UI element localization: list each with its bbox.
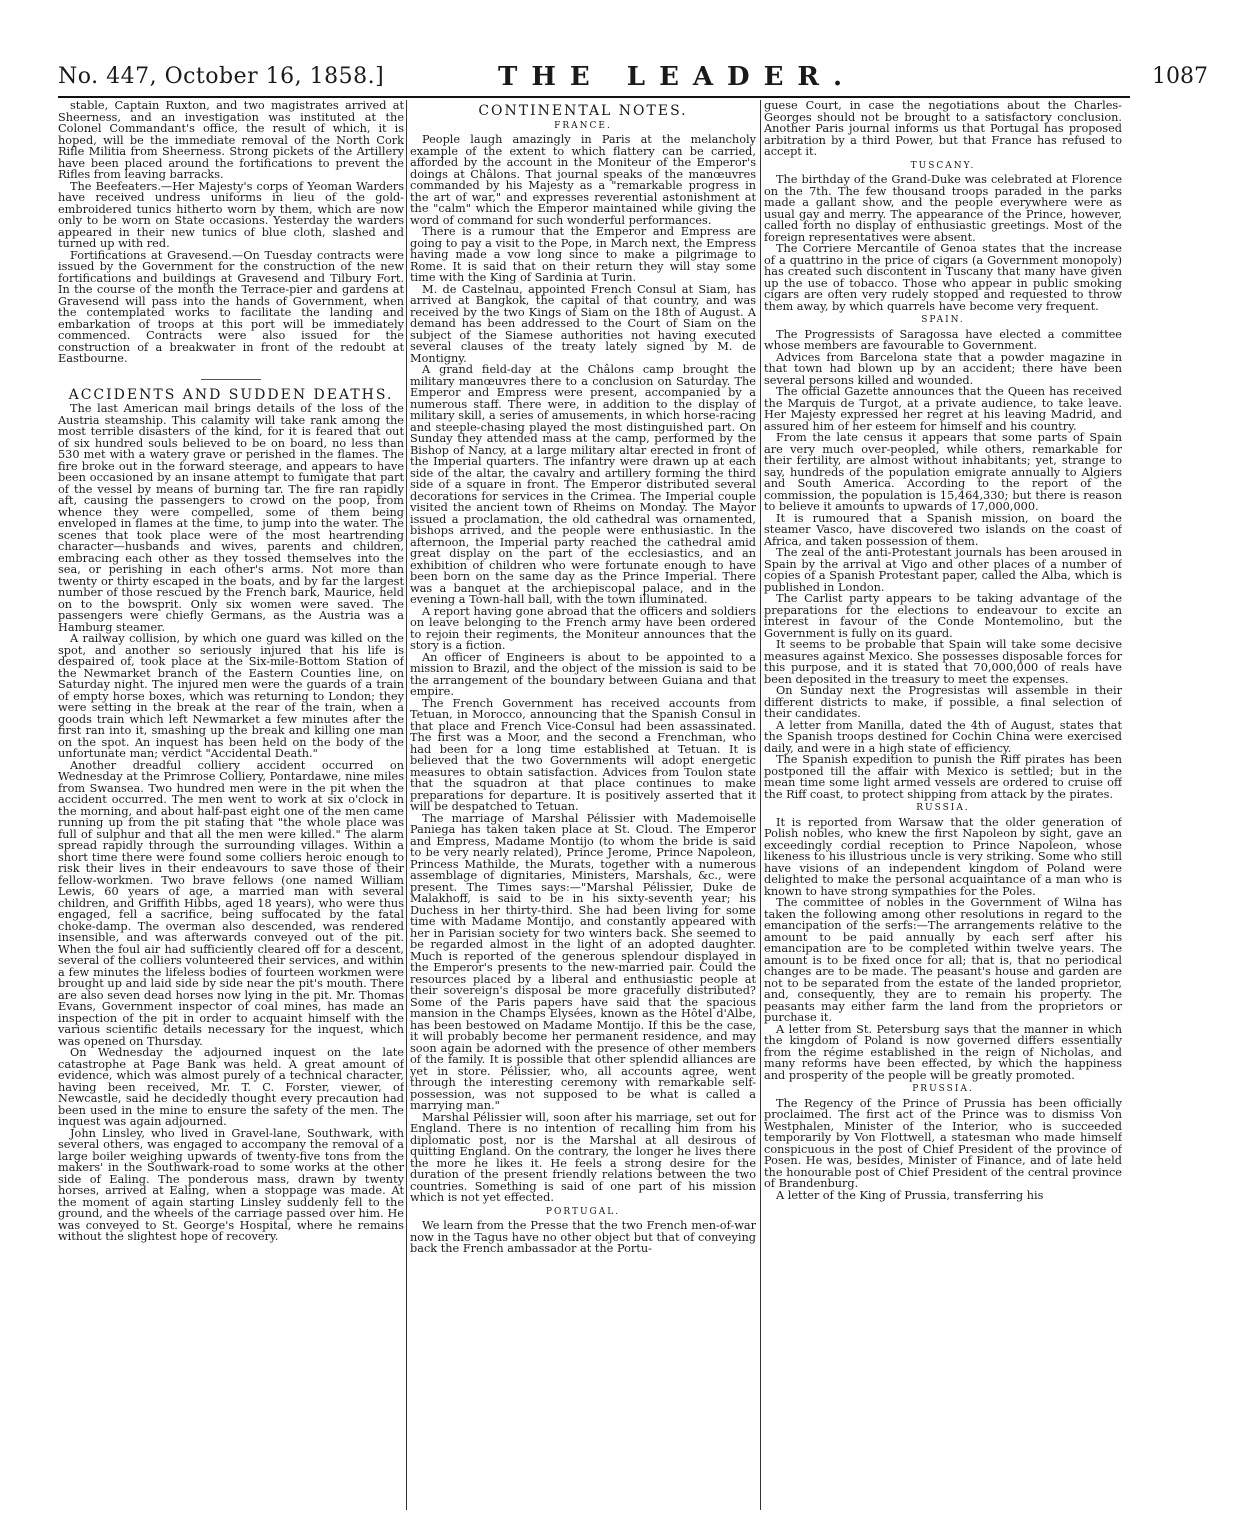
paragraph: A report having gone abroad that the officers and soldiers on leave belonging to the French army have been ordered to rejoin their regiments, the Moniteur announces that the story is a fiction. bbox=[410, 604, 756, 652]
paragraph: It is reported from Warsaw that the older generation of Polish nobles, who knew the first Napoleon by sight, gave an exceedingly cordial reception to Prince Napoleon, whose likeness to his illustrious uncle is very striking. Some who still have visions of an independent kingdom of Poland were delighted to make the personal acquaintance of a man who is known to have strong sympathies for the Poles. bbox=[764, 815, 1122, 898]
paragraph: M. de Castelnau, appointed French Consul at Siam, has arrived at Bangkok, the capital of that country, and was received by the two Kings of Siam on the 18th of August. A demand has been addressed to the Court of Siam on the subject of the Siamese authorities not having executed several clauses of the treaty lately signed by M. de Montigny. bbox=[410, 282, 756, 365]
portugal-heading: PORTUGAL. bbox=[545, 1206, 621, 1217]
paragraph: Advices from Barcelona state that a powder magazine in that town had blown up by an accident; there have been several persons killed and wounded. bbox=[764, 350, 1122, 387]
spain-heading: SPAIN. bbox=[921, 315, 965, 325]
paragraph: There is a rumour that the Emperor and Empress are going to pay a visit to the Pope, in March next, the Empress having made a vow long since to make a pilgrimage to Rome. It is said that on their return they will stay some time with the King of Sardinia at Turin. bbox=[410, 225, 756, 284]
page-number: 1087 bbox=[1152, 64, 1208, 89]
paragraph: A letter from Manilla, dated the 4th of August, states that the Spanish troops destined for Cochin China were exercised daily, and were in a high state of efficiency. bbox=[764, 718, 1122, 755]
tuscany-heading: TUSCANY. bbox=[910, 160, 976, 171]
paragraph: From the late census it appears that some parts of Spain are very much over-peopled, while others, remarkable for their fertility, are almost without inhabitants; yet, strange to say, hundreds of the population emigrate annually to Algiers and South America. According to the report of the commission, the population is 15,464,330; but there is reason to believe it amounts to upwards of 17,000,000. bbox=[764, 431, 1122, 513]
paragraph: We learn from the Presse that the two French men-of-war now in the Tagus have no other object but that of conveying back the French ambassador at the Portu- bbox=[410, 1219, 756, 1255]
masthead bbox=[58, 60, 1208, 100]
paragraph: The birthday of the Grand-Duke was celebrated at Florence on the 7th. The few thousand troops paraded in the parks made a gallant show, and the people everywhere were as usual gay and merry. The appearance of the Prince, however, called forth no display of enthusiastic greetings. Most of the foreign representatives were absent. bbox=[764, 173, 1122, 244]
continental-notes-heading: CONTINENTAL NOTES. bbox=[478, 103, 688, 119]
paragraph: The Beefeaters.—Her Majesty's corps of Yeoman Warders have received undress uniforms in lieu of the gold-embroidered tunics hitherto worn by them, which are now only to be worn on State occasions. Yesterday the warders appeared in their new tunics of blue cloth, slashed and turned up with red. bbox=[58, 179, 404, 250]
column-1 bbox=[58, 100, 404, 1510]
paragraph: The Spanish expedition to punish the Riff pirates has been postponed till the affair with Mexico is settled; but in the mean time some light armed vessels are ordered to cruise off the Riff coast, to protect shipping from attack by the pirates. bbox=[764, 753, 1122, 801]
column-divider bbox=[760, 100, 761, 1510]
paragraph: People laugh amazingly in Paris at the melancholy example of the extent to which flattery can be carried, afforded by the account in the Moniteur of the Emperor's doings at Châlons. That journal speaks of the manœuvres commanded by his Majesty as a "remarkable progress in the art of war," and expresses reverential astonishment at the "calm" which the Emperor maintained while giving the word of command for such wonderful performances. bbox=[410, 133, 756, 227]
paragraph: Marshal Pélissier will, soon after his marriage, set out for England. There is no intention of recalling him from his diplomatic post, nor is the Marshal at all desirous of quitting England. On the contrary, the longer he lives there the more he likes it. He feels a strong desire for the duration of the present friendly relations between the two countries. Something is said of one part of his mission which is not yet effected. bbox=[410, 1110, 756, 1204]
paragraph: stable, Captain Ruxton, and two magistrates arrived at Sheerness, and an investigation was instituted at the Colonel Commandant's office, the result of which, it is hoped, will be the immediate removal of the North Cork Rifle Militia from Sheerness. Strong pickets of the Artillery have been placed around the fortifications to prevent the Rifles from leaving barracks. bbox=[58, 100, 404, 181]
paragraph: The last American mail brings details of the loss of the Austria steamship. This calamity will take rank among the most terrible disasters of the kind, for it is feared that out of six hundred souls believed to be on board, no less than 530 met with a watery grave or perished in the flames. The fire broke out in the forward steerage, and appears to have been occasioned by an insane attempt to fumigate that part of the vessel by means of burning tar. The fire ran rapidly aft, causing the passengers to crowd on the poop, from whence they were compelled, some of them being enveloped in flames at the time, to jump into the water. The scenes that took place were of the most heartrending character—husbands and wives, parents and children, embracing each other as they tossed themselves into the sea, or perishing in each other's arms. Not more than twenty or thirty escaped in the boats, and by far the largest number of those rescued by the French bark, Maurice, held on to the bowsprit. Only six women were saved. The passengers were chiefly Germans, as the Austria was a Hamburg steamer. bbox=[58, 402, 404, 634]
prussia-section bbox=[764, 1098, 1122, 1202]
paragraph: A letter of the King of Prussia, transferring his bbox=[776, 1188, 1044, 1202]
accidents-heading: ACCIDENTS AND SUDDEN DEATHS. bbox=[68, 386, 394, 403]
paragraph: Another dreadful colliery accident occurred on Wednesday at the Primrose Colliery, Pontardawe, nine miles from Swansea. Two hundred men were in the pit when the accident occurred. The men went to work at six o'clock in the morning, and about half-past eight one of the men came running up from the pit stating that "the whole place was full of sulphur and that all the men were killed." The alarm spread rapidly through the surrounding villages. Within a short time there were found some colliers heroic enough to risk their lives in their endeavours to save those of their fellow-workmen. Two brave fellows (one named William Lewis, 60 years of age, a married man with several children, and Griffith Hibbs, aged 18 years), who were thus engaged, fell a sacrifice, being suffocated by the fatal choke-damp. The overman also descended, was rendered insensible, and was afterwards conveyed out of the pit. When the foul air had sufficiently cleared off for a descent, several of the colliers volunteered their services, and within a few minutes the lifeless bodies of fourteen workmen were brought up and laid side by side near the pit's mouth. There are also seven dead horses now lying in the pit. Mr. Thomas Evans, Government inspector of coal mines, has made an inspection of the pit in order to acquaint himself with the various scientific details necessary for the inquest, which was opened on Thursday. bbox=[58, 758, 404, 1048]
portugal-continued bbox=[764, 100, 1122, 158]
section-divider bbox=[201, 379, 261, 380]
paragraph: John Linsley, who lived in Gravel-lane, Southwark, with several others, was engaged to accompany the removal of a large boiler weighing upwards of twenty-five tons from the makers' in the Southwark-road to some works at the other side of Ealing. The ponderous mass, drawn by twenty horses, arrived at Ealing, when a stoppage was made. At the moment of again starting Linsley suddenly fell to the ground, and the wheels of the carriage passed over him. He was conveyed to St. George's Hospital, where he remains without the slightest hope of recovery. bbox=[58, 1126, 404, 1243]
russia-heading: RUSSIA. bbox=[916, 803, 970, 813]
france-section bbox=[410, 134, 756, 1204]
paragraph: A letter from St. Petersburg says that the manner in which the kingdom of Poland is now governed differs essentially from the régime established in the reign of Nicholas, and many reforms have been effected, by which the happiness and prosperity of the people will be greatly promoted. bbox=[764, 1022, 1122, 1082]
paragraph: On Wednesday the adjourned inquest on the late catastrophe at Page Bank was held. A great amount of evidence, which was almost purely of a technical character, having been received, Mr. T. C. Forster, viewer, of Newcastle, said he decidedly thought every precaution had been used in the mine to ensure the safety of the men. The inquest was again adjourned. bbox=[58, 1046, 404, 1128]
paragraph: A grand field-day at the Châlons camp brought the military manœuvres there to a conclusion on Saturday. The Emperor and Empress were present, accompanied by a numerous staff. There were, in addition to the display of military skill, a series of amusements, in which horse-racing and steeple-chasing played the most distinguished part. On Sunday they attended mass at the camp, performed by the Bishop of Nancy, at a large military altar erected in front of the Imperial quarters. The infantry were drawn up at each side of the altar, the cavalry and artillery forming the third side of a square in front. The Emperor distributed several decorations for services in the Crimea. The Imperial couple visited the ancient town of Rheims on Monday. The Mayor issued a proclamation, the old cathedral was ornamented, bishops arrived, and the people were enthusiastic. In the afternoon, the Imperial party reached the cathedral amid great display on the part of the ecclesiastics, and an exhibition of children who were fortunate enough to have been born on the same day as the Prince Imperial. There was a banquet at the archiepiscopal palace, and in the evening a Town-hall ball, with the town illuminated. bbox=[410, 363, 756, 606]
france-heading: FRANCE. bbox=[554, 120, 612, 131]
portugal-section bbox=[410, 1220, 756, 1255]
paragraph: The Corriere Mercantile of Genoa states that the increase of a quattrino in the price of cigars (a Government monopoly) has created such discontent in Tuscany that many have given up the use of tobacco. Those who appear in public smoking cigars are often very rudely stopped and requested to throw them away, by which quarrels have become very frequent. bbox=[764, 242, 1122, 313]
newspaper-title: THE LEADER. bbox=[498, 62, 857, 92]
header-rule bbox=[58, 96, 1130, 98]
paragraph: The Progressists of Saragossa have elected a committee whose members are favourable to Government. bbox=[764, 327, 1122, 352]
issue-line: No. 447, October 16, 1858.] bbox=[58, 64, 385, 89]
paragraph: The Regency of the Prince of Prussia has been officially proclaimed. The first act of the Prince was to dismiss Von Westphalen, Minister of the Interior, who is succeeded temporarily by Von Flottwell, a statesman who made himself conspicuous in the post of Chief President of the province of Posen. He was, besides, Minister of Finance, and of late held the honourable post of Chief President of the central province of Brandenburg. bbox=[764, 1096, 1122, 1190]
column-2 bbox=[410, 100, 756, 1510]
column-divider bbox=[406, 100, 407, 1510]
paragraph: guese Court, in case the negotiations about the Charles-Georges should not be brought to a satisfactory conclusion. Another Paris journal informs us that Portugal has proposed arbitration by a third Power, but that France has refused to accept it. bbox=[764, 100, 1122, 158]
paragraph: The French Government has received accounts from Tetuan, in Morocco, announcing that the Spanish Consul in that place and French Vice-Consul had been assassinated. The first was a Moor, and the second a Frenchman, who had been for a long time established at Tetuan. It is believed that the two Governments will adopt energetic measures to obtain satisfaction. Advices from Toulon state that the squadron at that place continues to make preparations for departure. It is positively asserted that it will be despatched to Tetuan. bbox=[410, 696, 756, 813]
tuscany-section bbox=[764, 174, 1122, 312]
paragraph: The committee of nobles in the Government of Wilna has taken the following among other resolutions in regard to the emancipation of the serfs:—The arrangements relative to the amount to be paid annually by each serf after his emancipation are to be completed within twelve years. The amount is to be fixed once for all; that is, that no periodical changes are to be made. The peasant's house and garden are not to be separated from the estate of the landed proprietor, and, consequently, they are to remain his property. The peasants may either farm the land from the proprietors or purchase it. bbox=[764, 896, 1122, 1024]
paragraph: An officer of Engineers is about to be appointed to a mission to Brazil, and the object of the mission is said to be the arrangement of the boundary between Guiana and that empire. bbox=[410, 650, 756, 698]
paragraph: The marriage of Marshal Pélissier with Mademoiselle Paniega has taken taken place at St. Cloud. The Emperor and Empress, Madame Montijo (to whom the bride is said to be very nearly related), Prince Jerome, Prince Napoleon, Princess Mathilde, the Murats, together with a numerous assemblage of dignitaries, Ministers, Marshals, &c., were present. The Times says:—"Marshal Pélissier, Duke de Malakhoff, is said to be in his sixty-seventh year; his Duchess in her thirty-third. She had been living for some time with Madame Montijo, and constantly appeared with her in Parisian society for two winters back. She seemed to be regarded almost in the light of an adopted daughter. Much is reported of the generous splendour displayed in the Emperor's presents to the new-married pair. Could the resources placed by a liberal and enthusiastic people at their sovereign's disposal be more gracefully distributed? Some of the Paris papers have said that the spacious mansion in the Champs Elysées, known as the Hôtel d'Albe, has been bestowed on Madame Montijo. If this be the case, it will probably become her permanent residence, and may soon again be adorned with the presence of other members of the family. It is possible that other splendid alliances are yet in store. Pélissier, who, all accounts agree, went through the interesting ceremony with remarkable self-possession, was not supposed to be what is called a marrying man." bbox=[410, 811, 756, 1112]
spain-section bbox=[764, 329, 1122, 801]
intro-section bbox=[58, 100, 404, 365]
paragraph: It is rumoured that a Spanish mission, on board the steamer Vasco, have discovered two islands on the coast of Africa, and taken possession of them. bbox=[764, 511, 1122, 548]
paragraph: The official Gazette announces that the Queen has received the Marquis de Turgot, at a private audience, to take leave. Her Majesty expressed her regret at his leaving Madrid, and assured him of her esteem for himself and his country. bbox=[764, 385, 1122, 433]
column-3 bbox=[764, 100, 1122, 1510]
prussia-heading: PRUSSIA. bbox=[912, 1084, 974, 1094]
paragraph: On Sunday next the Progresistas will assemble in their different districts to make, if possible, a final selection of their candidates. bbox=[764, 684, 1122, 720]
paragraph: The Carlist party appears to be taking advantage of the preparations for the elections to endeavour to excite an interest in favour of the Conde Montemolino, but the Government is fully on its guard. bbox=[764, 592, 1122, 640]
paragraph: Fortifications at Gravesend.—On Tuesday contracts were issued by the Government for the construction of the new fortifications and buildings at Gravesend and Tilbury Fort. In the course of the month the Terrace-pier and gardens at Gravesend will pass into the hands of Government, when the contemplated works to facilitate the landing and embarkation of troops at this port will be immediately commenced. Contracts were also issued for the construction of a breakwater in front of the redoubt at Eastbourne. bbox=[58, 248, 404, 365]
paragraph: A railway collision, by which one guard was killed on the spot, and another so seriously injured that his life is despaired of, took place at the Six-mile-Bottom Station of the Newmarket branch of the Eastern Counties line, on Saturday night. The injured men were the guards of a train of empty horse boxes, which was returning to London; they were setting in the break at the rear of the train, when a goods train which left Newmarket a few minutes after the first ran into it, smashing up the break and killing one man on the spot. An inquest has been held on the body of the unfortunate man; verdict "Accidental Death." bbox=[58, 632, 404, 760]
accidents-section bbox=[58, 403, 404, 1243]
paragraph: It seems to be probable that Spain will take some decisive measures against Mexico. She possesses disposable forces for this purpose, and it is stated that 70,000,000 of reals have been deposited in the treasury to meet the expenses. bbox=[764, 638, 1122, 686]
russia-section bbox=[764, 817, 1122, 1082]
paragraph: The zeal of the anti-Protestant journals has been aroused in Spain by the arrival at Vigo and other places of a number of copies of a Spanish Protestant paper, called the Alba, which is published in London. bbox=[764, 546, 1122, 594]
